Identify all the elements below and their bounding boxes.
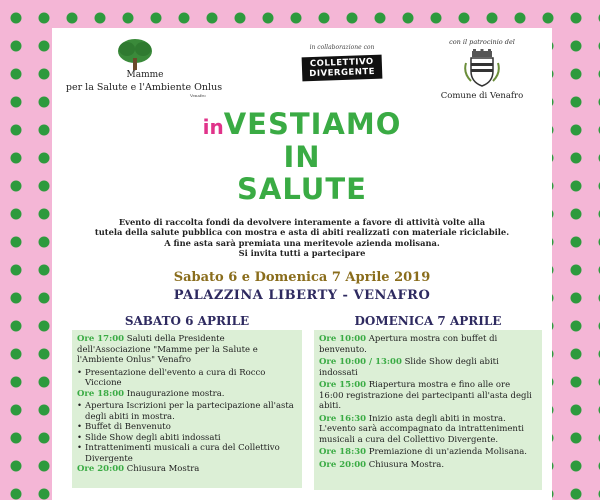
- program-time: Ore 18:30: [319, 447, 367, 457]
- event-dates: Sabato 6 e Domenica 7 Aprile 2019: [173, 270, 431, 285]
- program-time: Ore 10:00 / 13:00: [319, 357, 402, 367]
- saturday-program: [72, 330, 302, 488]
- program-item: [77, 464, 297, 475]
- event-description: [72, 217, 532, 258]
- title-line3: SALUTE: [237, 172, 367, 206]
- program-bullet: • Intrattenimenti musicali a cura del Collettivo Divergente: [77, 443, 297, 464]
- program-time: Ore 15:00: [319, 380, 367, 390]
- sunday-title: DOMENICA 7 APRILE: [354, 314, 502, 328]
- program-time: Ore 10:00: [319, 334, 367, 344]
- saturday-title: SABATO 6 APRILE: [124, 314, 250, 328]
- program-bullet: • Buffet di Benvenuto: [77, 422, 297, 433]
- collettivo-logo: [292, 44, 392, 94]
- program-text: Chiusura Mostra: [124, 464, 200, 474]
- program-item: [319, 380, 537, 412]
- program-time: Ore 20:00: [77, 464, 125, 474]
- program-text: Inizio asta degli abiti in mostra. L'evento sarà accompagnato da intrattenimenti musicali a cura del Collettivo Divergente.: [319, 413, 525, 445]
- program-item: [319, 357, 537, 378]
- program-time: Ore 17:00: [77, 334, 125, 344]
- collaboration-caption: in collaborazione con: [309, 44, 375, 51]
- comune-logo: [427, 38, 537, 104]
- title-line1: [52, 107, 552, 141]
- program-bullet: • Slide Show degli abiti indossati: [77, 433, 297, 444]
- program-item: [77, 389, 297, 400]
- program-item: [77, 334, 297, 366]
- title-line2: IN: [283, 140, 321, 174]
- program-text: Apertura mostra con buffet di benvenuto.: [319, 334, 498, 355]
- collettivo-line1: COLLETTIVO: [309, 56, 374, 70]
- mamme-logo-location: Venafro: [190, 93, 206, 98]
- program-item: [319, 447, 537, 458]
- collettivo-line2: DIVERGENTE: [309, 66, 376, 79]
- mamme-logo: [62, 38, 223, 98]
- program-text: Riapertura mostra e fino alle ore 16:00 registrazione dei partecipanti all'asta degli abiti.: [319, 380, 532, 411]
- program-time: Ore 20:00: [319, 459, 367, 470]
- description-line: tutela della salute pubblica con mostra e asta di abiti realizzati con materiale riciclabile.: [94, 227, 510, 238]
- program-time: Ore 16:30: [319, 413, 367, 424]
- poster-card: [52, 28, 552, 500]
- program-text: Slide Show degli abiti indossati: [319, 357, 499, 378]
- mamme-logo-subtitle: per la Salute e l'Ambiente Onlus: [65, 82, 223, 93]
- program-text: Premiazione di un'azienda Molisana.: [366, 447, 527, 457]
- program-text: Chiusura Mostra.: [366, 459, 445, 470]
- coat-of-arms-icon: [463, 49, 501, 87]
- program-bullet: • Apertura Iscrizioni per la partecipazione all'asta degli abiti in mostra.: [77, 401, 297, 422]
- title-prefix: in: [202, 115, 224, 139]
- mamme-logo-title: Mamme: [126, 70, 164, 80]
- program-item: [319, 334, 537, 355]
- tree-icon: [114, 38, 156, 72]
- program-item: [319, 414, 537, 446]
- collettivo-badge: [302, 55, 383, 82]
- program-text: Inaugurazione mostra.: [124, 388, 225, 399]
- description-line: A fine asta sarà premiata una meritevole azienda molisana.: [164, 237, 440, 248]
- title-main: VESTIAMO: [223, 107, 402, 141]
- comune-name: Comune di Venafro: [440, 91, 524, 101]
- sunday-program: [314, 330, 542, 490]
- patronage-caption: con il patrocinio del: [449, 38, 515, 46]
- program-text: Saluti della Presidente dell'Associazione "Mamme per la Salute e l'Ambiente Onlus" Venafro: [77, 334, 258, 365]
- event-venue: PALAZZINA LIBERTY - VENAFRO: [173, 288, 431, 303]
- program-time: Ore 18:00: [77, 388, 125, 399]
- program-bullet: • Presentazione dell'evento a cura di Rocco Viccione: [77, 368, 297, 389]
- description-line: Evento di raccolta fondi da devolvere interamente a favore di attività volte alla: [118, 217, 486, 227]
- program-item: [319, 460, 537, 471]
- description-line: Si invita tutti a partecipare: [238, 247, 366, 258]
